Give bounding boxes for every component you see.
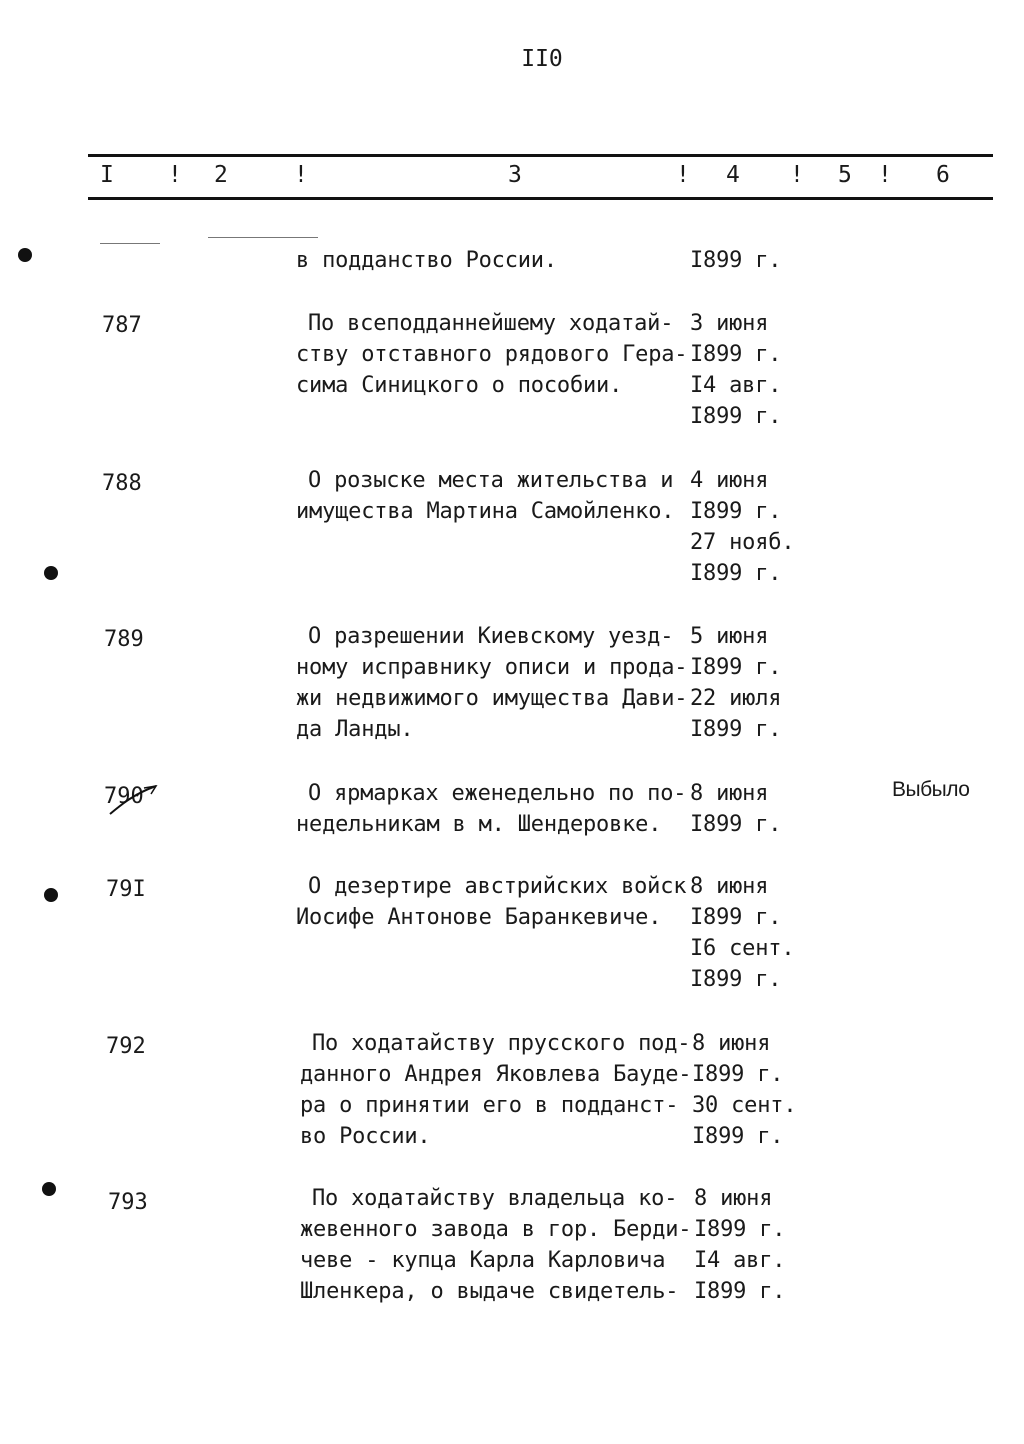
entry-date-line: I899 г. [694,1217,786,1242]
entry-date-line: 27 нояб. [690,530,795,555]
entry-text-line: ству отставного рядового Гера- [296,342,688,367]
column-header-5: 5 [838,162,852,188]
entry-number: 788 [102,471,142,496]
entry-text-line: О дезертире австрийских войск [308,874,687,899]
entry-date-line: I4 авг. [690,373,782,398]
entry-date-line: I899 г. [694,1279,786,1304]
column-header-6: 6 [936,162,950,188]
entry-date-line: 8 июня [690,874,769,899]
binding-hole-mark [42,1182,56,1196]
entry-text-line: жи недвижимого имущества Дави- [296,686,688,711]
binding-hole-mark [18,248,32,262]
entry-text-line: жевенного завода в гор. Берди- [300,1217,692,1242]
entry-date-line: I899 г. [690,967,782,992]
entry-date-line: I899 г. [690,248,782,273]
entry-text-line: О ярмарках еженедельно по по- [308,781,687,806]
entry-date-line: I899 г. [690,561,782,586]
column-separator: ! [294,162,308,188]
entry-number: 793 [108,1190,148,1215]
column-separator: ! [168,162,182,188]
column-separator: ! [676,162,690,188]
entry-date-line: I899 г. [690,342,782,367]
column-separator: ! [878,162,892,188]
scan-smudge [208,237,318,238]
entry-text-line: сима Синицкого о пособии. [296,373,623,398]
entry-date-line: I899 г. [690,717,782,742]
entry-date-line: I6 сент. [690,936,795,961]
entry-text-line: Шленкера, о выдаче свидетель- [300,1279,679,1304]
entry-date-line: 5 июня [690,624,769,649]
strikethrough-mark [104,782,158,818]
entry-text-line: во России. [300,1124,431,1149]
table-top-rule [88,154,993,157]
entry-text-line: чеве - купца Карла Карловича [300,1248,666,1273]
entry-date-line: 3 июня [690,311,769,336]
binding-hole-mark [44,566,58,580]
table-header-bottom-rule [88,197,993,200]
entry-number: 792 [106,1034,146,1059]
entry-date-line: I899 г. [690,655,782,680]
entry-number: 787 [102,313,142,338]
entry-text-line: ному исправнику описи и прода- [296,655,688,680]
entry-date-line: 30 сент. [692,1093,797,1118]
entry-text-line: в подданство России. [296,248,557,273]
page-number: II0 [521,46,563,72]
entry-text-line: недельникам в м. Шендеровке. [296,812,662,837]
entry-date-line: 8 июня [690,781,769,806]
entry-note: Выбыло [892,778,970,801]
entry-date-line: 22 июля [690,686,782,711]
column-separator: ! [790,162,804,188]
column-header-1: I [100,162,114,188]
scan-smudge [100,243,160,244]
column-header-2: 2 [214,162,228,188]
binding-hole-mark [44,888,58,902]
entry-text-line: ра о принятии его в подданст- [300,1093,679,1118]
entry-date-line: I899 г. [690,812,782,837]
entry-date-line: I899 г. [692,1124,784,1149]
entry-number: 79I [106,877,146,902]
column-header-4: 4 [726,162,740,188]
entry-text-line: да Ланды. [296,717,414,742]
entry-text-line: Иосифе Антонове Баранкевиче. [296,905,662,930]
entry-text-line: имущества Мартина Самойленко. [296,499,675,524]
entry-date-line: I899 г. [690,499,782,524]
entry-text-line: По ходатайству прусского под- [312,1031,691,1056]
entry-text-line: По ходатайству владельца ко- [312,1186,678,1211]
entry-date-line: I899 г. [692,1062,784,1087]
entry-text-line: данного Андрея Яковлева Бауде- [300,1062,692,1087]
entry-date-line: 8 июня [692,1031,771,1056]
entry-text-line: О разрешении Киевскому уезд- [308,624,674,649]
column-header-3: 3 [508,162,522,188]
entry-number: 790 [104,784,144,809]
entry-text-line: О розыске места жительства и [308,468,674,493]
entry-date-line: I899 г. [690,905,782,930]
entry-number: 789 [104,627,144,652]
entry-date-line: 4 июня [690,468,769,493]
entry-date-line: 8 июня [694,1186,773,1211]
entry-date-line: I899 г. [690,404,782,429]
entry-text-line: По всеподданнейшему ходатай- [308,311,674,336]
entry-date-line: I4 авг. [694,1248,786,1273]
